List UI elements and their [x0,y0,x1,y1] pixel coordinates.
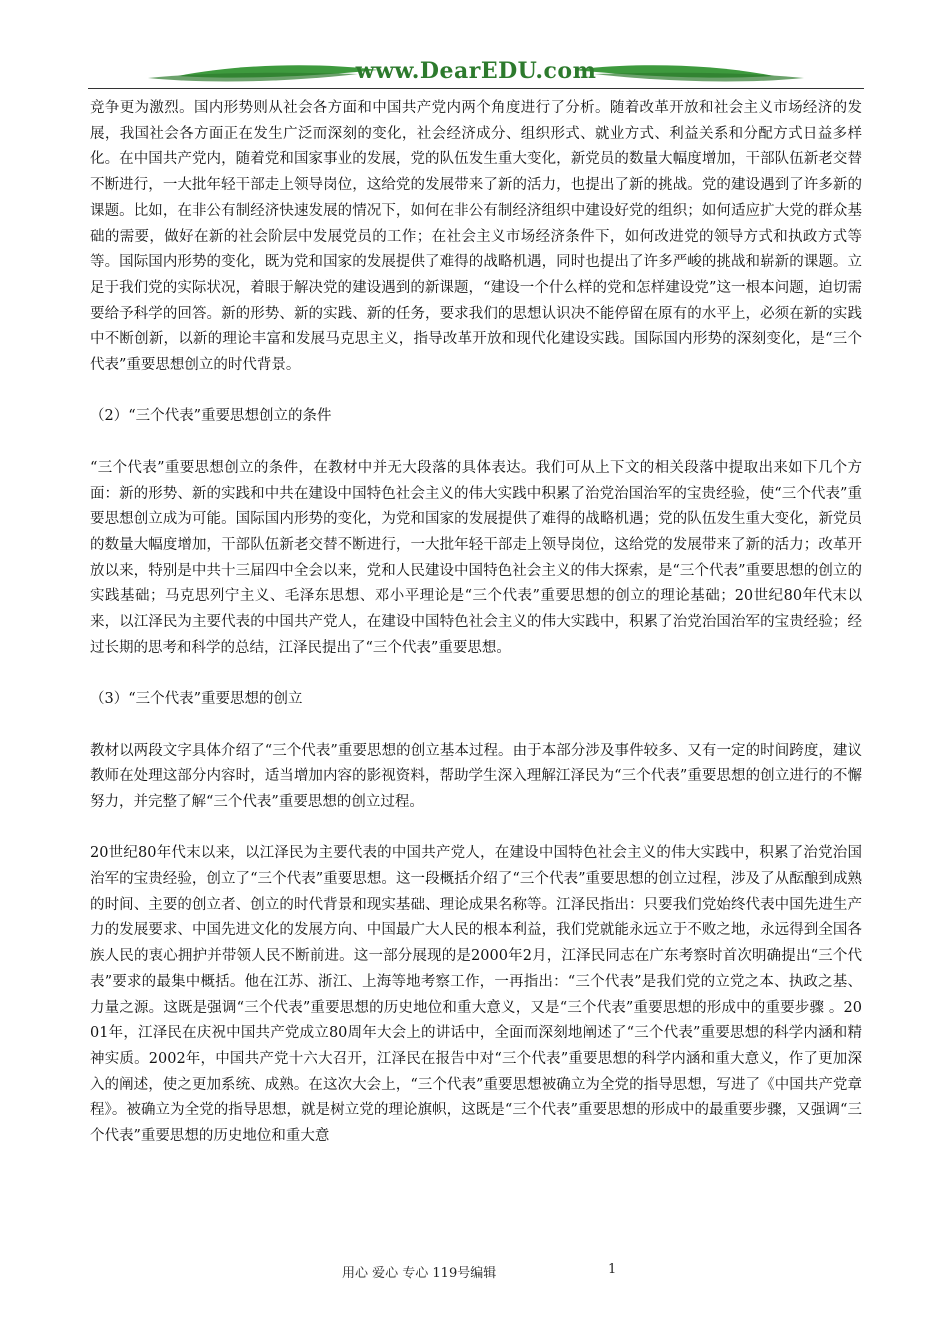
site-name: www.DearEDU.com [355,58,597,84]
section-heading-3: （3）“三个代表”重要思想的创立 [90,691,303,708]
paragraph-4: 20世纪80年代末以来，以江泽民为主要代表的中国共产党人，在建设中国特色社会主义的伟大实践中，积累了治党治国治军的宝贵经验，创立了“三个代表”重要思想。这一段概括介绍了“三个代表”重要思想的创立过程，涉及了从酝酿到成熟的时间、主要的创立者、创立的时代背景和现实基础、理论成果名称等。江泽民指出：只要我们党始终代表中国先进生产力的发展要求、中国先进文化的发展方向、中国最广大人民的根本利益，我们党就能永远立于不败之地，永远得到全国各族人民的衷心拥护并带领人民不断前进。这一部分展现的是2000年2月，江泽民同志在广东考察时首次明确提出“三个代表”要求的最集中概括。他在江苏、浙江、上海等地考察工作，一再指出：“三个代表”是我们党的立党之本、执政之基、力量之源。这既是强调“三个代表”重要思想的历史地位和重大意义，又是“三个代表”重要思想的形成中的重要步骤 。2001年，江泽民在庆祝中国共产党成立80周年大会上的讲话中，全面而深刻地阐述了“三个代表”重要思想的科学内涵和精神实质。2002年，中国共产党十六大召开，江泽民在报告中对“三个代表”重要思想的科学内涵和重大意义，作了更加深入的阐述，使之更加系统、成熟。在这次大会上，“三个代表”重要思想被确立为全党的指导思想，写进了《中国共产党章程》。被确立为全党的指导思想，就是树立党的理论旗帜，这既是“三个代表”重要思想的形成中的最重要步骤，又强调“三个代表”重要思想的历史地位和重大意 [90,845,862,1145]
paragraph-2: “三个代表”重要思想创立的条件，在教材中并无大段落的具体表达。我们可从上下文的相关段落中提取出来如下几个方面：新的形势、新的实践和中共在建设中国特色社会主义的伟大实践中积累了治党治国治军的宝贵经验，使“三个代表”重要思想创立成为可能。国际国内形势的变化，为党和国家的发展提供了难得的战略机遇；党的队伍发生重大变化，新党员的数量大幅度增加，干部队伍新老交替不断进行，一大批年轻干部走上领导岗位，这给党的发展带来了新的活力；改革开放以来，特别是中共十三届四中全会以来，党和人民建设中国特色社会主义的伟大探索，是“三个代表”重要思想的创立的实践基础；马克思列宁主义、毛泽东思想、邓小平理论是“三个代表”重要思想的创立的理论基础；20世纪80年代末以来，以江泽民为主要代表的中国共产党人，在建设中国特色社会主义的伟大实践中，积累了治党治国治军的宝贵经验；经过长期的思考和科学的总结，江泽民提出了“三个代表”重要思想。 [90,459,862,656]
section-heading-2: （2）“三个代表”重要思想创立的条件 [90,408,332,425]
page-header [88,56,864,92]
footer-text: 用心 爱心 专心 119号编辑 [342,1266,497,1281]
paragraph-3: 教材以两段文字具体介绍了“三个代表”重要思想的创立基本过程。由于本部分涉及事件较多、又有一定的时间跨度，建议教师在处理这部分内容时，适当增加内容的影视资料，帮助学生深入理解江泽民为“三个代表”重要思想的创立进行的不懈努力，并完整了解“三个代表”重要思想的创立过程。 [90,742,862,810]
paragraph-1: 竞争更为激烈。国内形势则从社会各方面和中国共产党内两个角度进行了分析。随着改革开放和社会主义市场经济的发展，我国社会各方面正在发生广泛而深刻的变化，社会经济成分、组织形式、就业方式、利益关系和分配方式日益多样化。在中国共产党内，随着党和国家事业的发展，党的队伍发生重大变化，新党员的数量大幅度增加，干部队伍新老交替不断进行，一大批年轻干部走上领导岗位，这给党的发展带来了新的活力，也提出了新的挑战。党的建设遇到了许多新的课题。比如，在非公有制经济快速发展的情况下，如何在非公有制经济组织中建设好党的组织；如何适应扩大党的群众基础的需要，做好在新的社会阶层中发展党员的工作；在社会主义市场经济条件下，如何改进党的领导方式和执政方式等等。国际国内形势的变化，既为党和国家的发展提供了难得的战略机遇，同时也提出了许多严峻的挑战和崭新的课题。立足于我们党的实际状况，着眼于解决党的建设遇到的新课题，“建设一个什么样的党和怎样建设党”这一根本问题，迫切需要给予科学的回答。新的形势、新的实践、新的任务，要求我们的思想认识决不能停留在原有的水平上，必须在新的实践中不断创新，以新的理论丰富和发展马克思主义，指导改革开放和现代化建设实践。国际国内形势的深刻变化，是“三个代表”重要思想创立的时代背景。 [90,100,862,374]
page-footer [0,1262,950,1282]
document-body [90,96,862,1150]
page-number: 1 [608,1262,617,1277]
header-divider [88,88,864,89]
